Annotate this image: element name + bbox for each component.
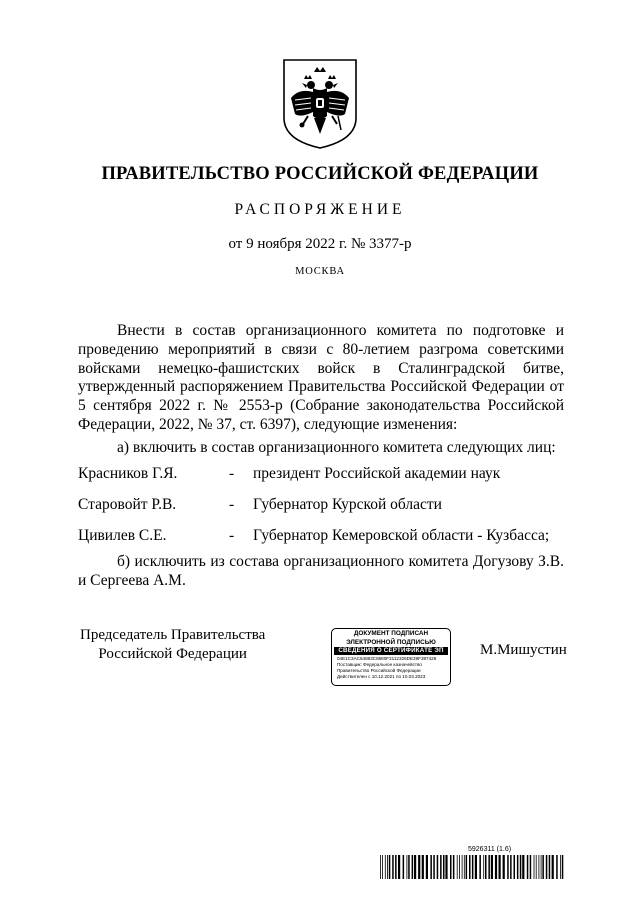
document-city: МОСКВА — [295, 266, 345, 277]
document-date-number: от 9 ноября 2022 г. № 3377-р — [228, 236, 412, 252]
stamp-serial: 04E1C3AC54883C8680F2112326DE39F397428 — [337, 656, 437, 661]
member-dash: - — [229, 496, 235, 513]
member-dash: - — [229, 465, 235, 482]
stamp-validity: Действителен с 10.12.2021 по 10.03.2023 — [337, 674, 426, 679]
member-name: Красников Г.Я. — [78, 465, 178, 482]
stamp-issuer-2: Правительство Российской Федерации — [337, 668, 421, 673]
member-role: президент Российской академии наук — [253, 465, 501, 482]
member-row — [78, 496, 564, 516]
item-b-paragraph: б) исключить из состава организационного комитета Догузову З.В. и Сергеева А.М. — [78, 553, 564, 589]
stamp-issuer-1: Поставщик: Федеральное казначейство — [337, 662, 422, 667]
intro-paragraph: Внести в состав организационного комитета по подготовке и проведению мероприятий в связи с 80-летием разгрома советскими войсками немецко-фашистских войск в Сталинградской битве, утвержденный распоряжением Правительства Российской Федерации от 5 сентября 2022 г. № 2553-р (Собрание законодательства Российской Федерации, 2022, № 37, ст. 6397), следующие изменения: — [78, 322, 564, 433]
member-name: Старовойт Р.В. — [78, 496, 177, 513]
member-row — [78, 527, 564, 547]
signer-name: М.Мишустин — [480, 642, 567, 658]
electronic-signature-stamp — [331, 628, 451, 686]
member-row — [78, 465, 564, 485]
stamp-banner: СВЕДЕНИЯ О СЕРТИФИКАТЕ ЭП — [334, 647, 448, 655]
member-name: Цивилев С.Е. — [78, 527, 167, 544]
position-line-2: Российской Федерации — [98, 645, 247, 662]
member-role: Губернатор Кемеровской области - Кузбасса; — [253, 527, 550, 544]
document-type: РАСПОРЯЖЕНИЕ — [234, 201, 406, 218]
barcode-icon — [380, 855, 566, 879]
signatory-position — [80, 626, 265, 663]
document-code: 5926311 (1.6) — [468, 846, 512, 853]
member-dash: - — [229, 527, 235, 544]
item-a: а) включить в состав организационного комитета следующих лиц: — [117, 439, 556, 456]
position-line-1: Председатель Правительства — [80, 627, 266, 643]
government-title: ПРАВИТЕЛЬСТВО РОССИЙСКОЙ ФЕДЕРАЦИИ — [101, 164, 539, 184]
member-role: Губернатор Курской области — [253, 496, 442, 513]
coat-of-arms-icon — [281, 58, 359, 150]
stamp-line-2: ЭЛЕКТРОННОЙ ПОДПИСЬЮ — [346, 638, 436, 646]
stamp-line-1: ДОКУМЕНТ ПОДПИСАН — [353, 630, 429, 637]
